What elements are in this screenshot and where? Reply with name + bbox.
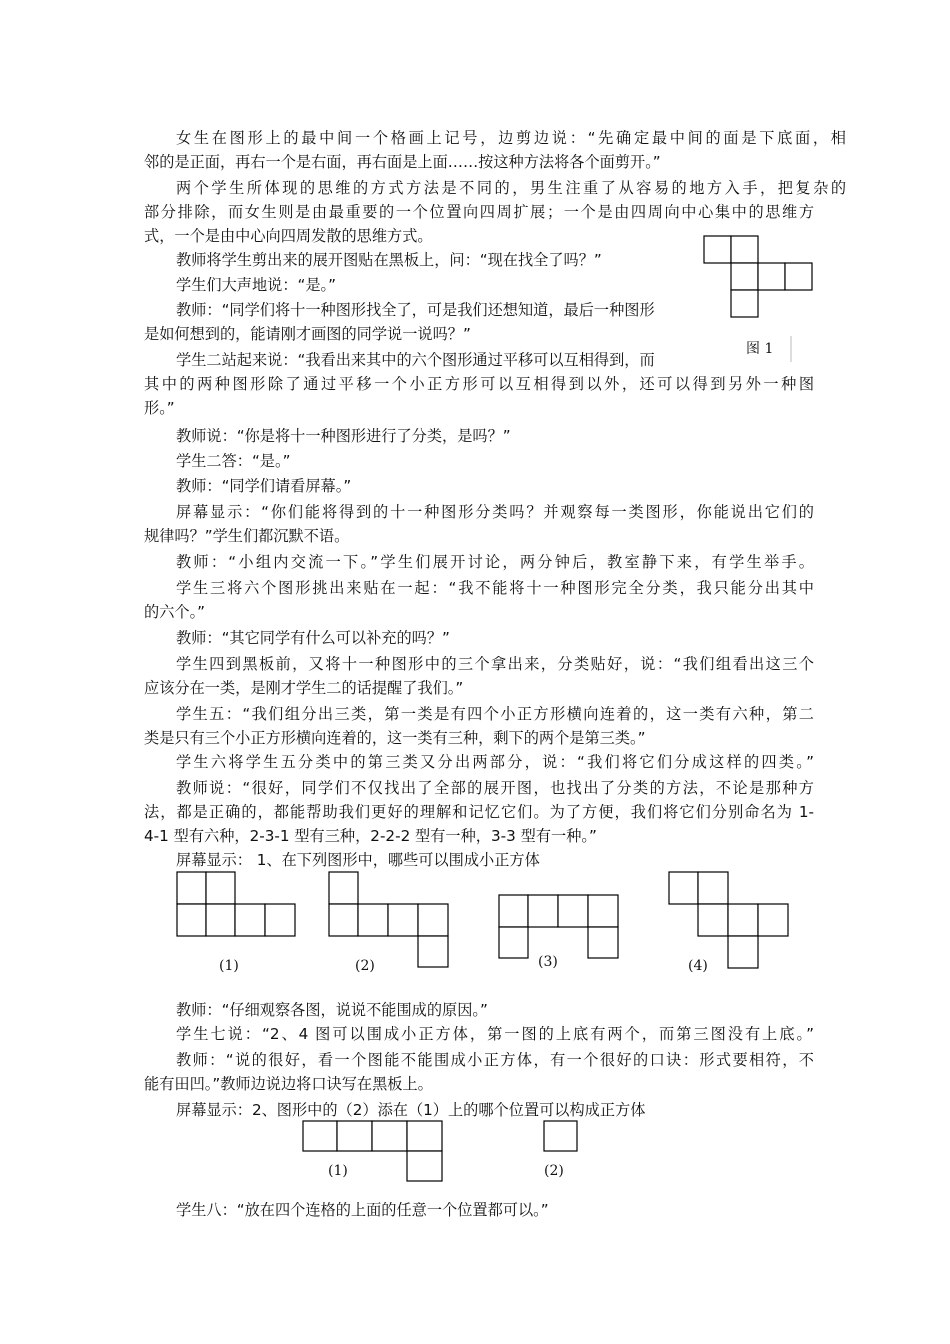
paragraph-line: 是如何想到的，能请刚才画图的同学说一说吗？” (144, 325, 471, 343)
paragraph-line: 学生们大声地说：“是。” (176, 276, 337, 294)
figure-1-divider (790, 336, 792, 362)
paragraph-line: 两个学生所体现的思维的方式方法是不同的，男生注重了从容易的地方入手，把复杂的 (176, 179, 846, 197)
paragraph-line: 规律吗？”学生们都沉默不语。 (144, 527, 350, 545)
figure-1-caption: 图 1 (746, 341, 774, 357)
paragraph-line: 学生五：“我们组分出三类，第一类是有四个小正方形横向连着的，这一类有六种，第二 (176, 705, 814, 723)
paragraph-line: 法，都是正确的，都能帮助我们更好的理解和记忆它们。为了方便，我们将它们分别命名为 1- (144, 803, 814, 821)
figure-1-cube-net (704, 236, 816, 318)
paragraph-line: 应该分在一类，是刚才学生二的话提醒了我们。” (144, 679, 464, 697)
q1-figure-3 (499, 895, 621, 961)
paragraph-line: 4-1 型有六种，2-3-1 型有三种，2-2-2 型有一种，3-3 型有一种。” (144, 827, 597, 845)
paragraph-line: 教师：“仔细观察各图，说说不能围成的原因。” (176, 1001, 488, 1019)
q2-label-1: (1) (328, 1163, 348, 1179)
q2-figure-1 (303, 1121, 445, 1183)
paragraph-line: 教师说：“你是将十一种图形进行了分类，是吗？” (176, 427, 511, 445)
paragraph-line: 屏幕显示：2、图形中的（2）添在（1）上的哪个位置可以构成正方体 (176, 1101, 646, 1119)
q1-label-3: (3) (538, 954, 558, 970)
paragraph-line: 形。” (144, 399, 175, 417)
paragraph-line: 能有田凹。”教师边说边将口诀写在黑板上。 (144, 1075, 433, 1093)
paragraph-line: 教师：“其它同学有什么可以补充的吗？” (176, 629, 450, 647)
paragraph-line: 教师将学生剪出来的展开图贴在黑板上，问：“现在找全了吗？” (176, 251, 602, 269)
paragraph-line: 式，一个是由中心向四周发散的思维方式。 (144, 227, 433, 245)
paragraph-line: 部分排除，而女生则是由最重要的一个位置向四周扩展；一个是由四周向中心集中的思维方 (144, 203, 814, 221)
q2-label-2: (2) (544, 1163, 564, 1179)
paragraph-line: 教师：“同学们请看屏幕。” (176, 477, 352, 495)
paragraph-line: 邻的是正面，再右一个是右面，再右面是上面……按这种方法将各个面剪开。” (144, 153, 661, 171)
paragraph-line: 屏幕显示： 1、在下列图形中，哪些可以围成小正方体 (176, 851, 540, 869)
q1-figure-2 (329, 872, 451, 970)
paragraph-line: 教师：“同学们将十一种图形找全了，可是我们还想知道，最后一种图形 (176, 301, 655, 319)
q1-label-1: (1) (219, 958, 239, 974)
paragraph-line: 学生三将六个图形挑出来贴在一起：“我不能将十一种图形完全分类，我只能分出其中 (176, 579, 814, 597)
q1-figure-4 (669, 872, 791, 970)
paragraph-line: 学生二站起来说：“我看出来其中的六个图形通过平移可以互相得到，而 (176, 351, 655, 369)
paragraph-line: 其中的两种图形除了通过平移一个小正方形可以互相得到以外，还可以得到另外一种图 (144, 375, 814, 393)
paragraph-line: 类是只有三个小正方形横向连着的，这一类有三种，剩下的两个是第三类。” (144, 729, 646, 747)
q2-figure-2 (544, 1121, 580, 1153)
paragraph-line: 教师：“说的很好，看一个图能不能围成小正方体，有一个很好的口诀：形式要相符，不 (176, 1051, 814, 1069)
paragraph-line: 女生在图形上的最中间一个格画上记号，边剪边说：“先确定最中间的面是下底面，相 (176, 129, 846, 147)
paragraph-line: 学生七说：“2、4 图可以围成小正方体，第一图的上底有两个，而第三图没有上底。” (176, 1025, 814, 1043)
q1-figure-1 (177, 872, 299, 938)
paragraph-line: 学生六将学生五分类中的第三类又分出两部分，说：“我们将它们分成这样的四类。” (176, 753, 814, 771)
paragraph-line: 教师说：“很好，同学们不仅找出了全部的展开图，也找出了分类的方法，不论是那种方 (176, 779, 814, 797)
paragraph-line: 教师：“小组内交流一下。”学生们展开讨论，两分钟后，教室静下来，有学生举手。 (176, 553, 814, 571)
paragraph-line: 学生二答：“是。” (176, 452, 291, 470)
q1-label-4: (4) (688, 958, 708, 974)
paragraph-line: 学生八：“放在四个连格的上面的任意一个位置都可以。” (176, 1201, 549, 1219)
paragraph-line: 屏幕显示：“你们能将得到的十一种图形分类吗？并观察每一类图形，你能说出它们的 (176, 503, 814, 521)
paragraph-line: 学生四到黑板前，又将十一种图形中的三个拿出来，分类贴好，说：“我们组看出这三个 (176, 655, 814, 673)
q1-label-2: (2) (355, 958, 375, 974)
paragraph-line: 的六个。” (144, 603, 206, 621)
